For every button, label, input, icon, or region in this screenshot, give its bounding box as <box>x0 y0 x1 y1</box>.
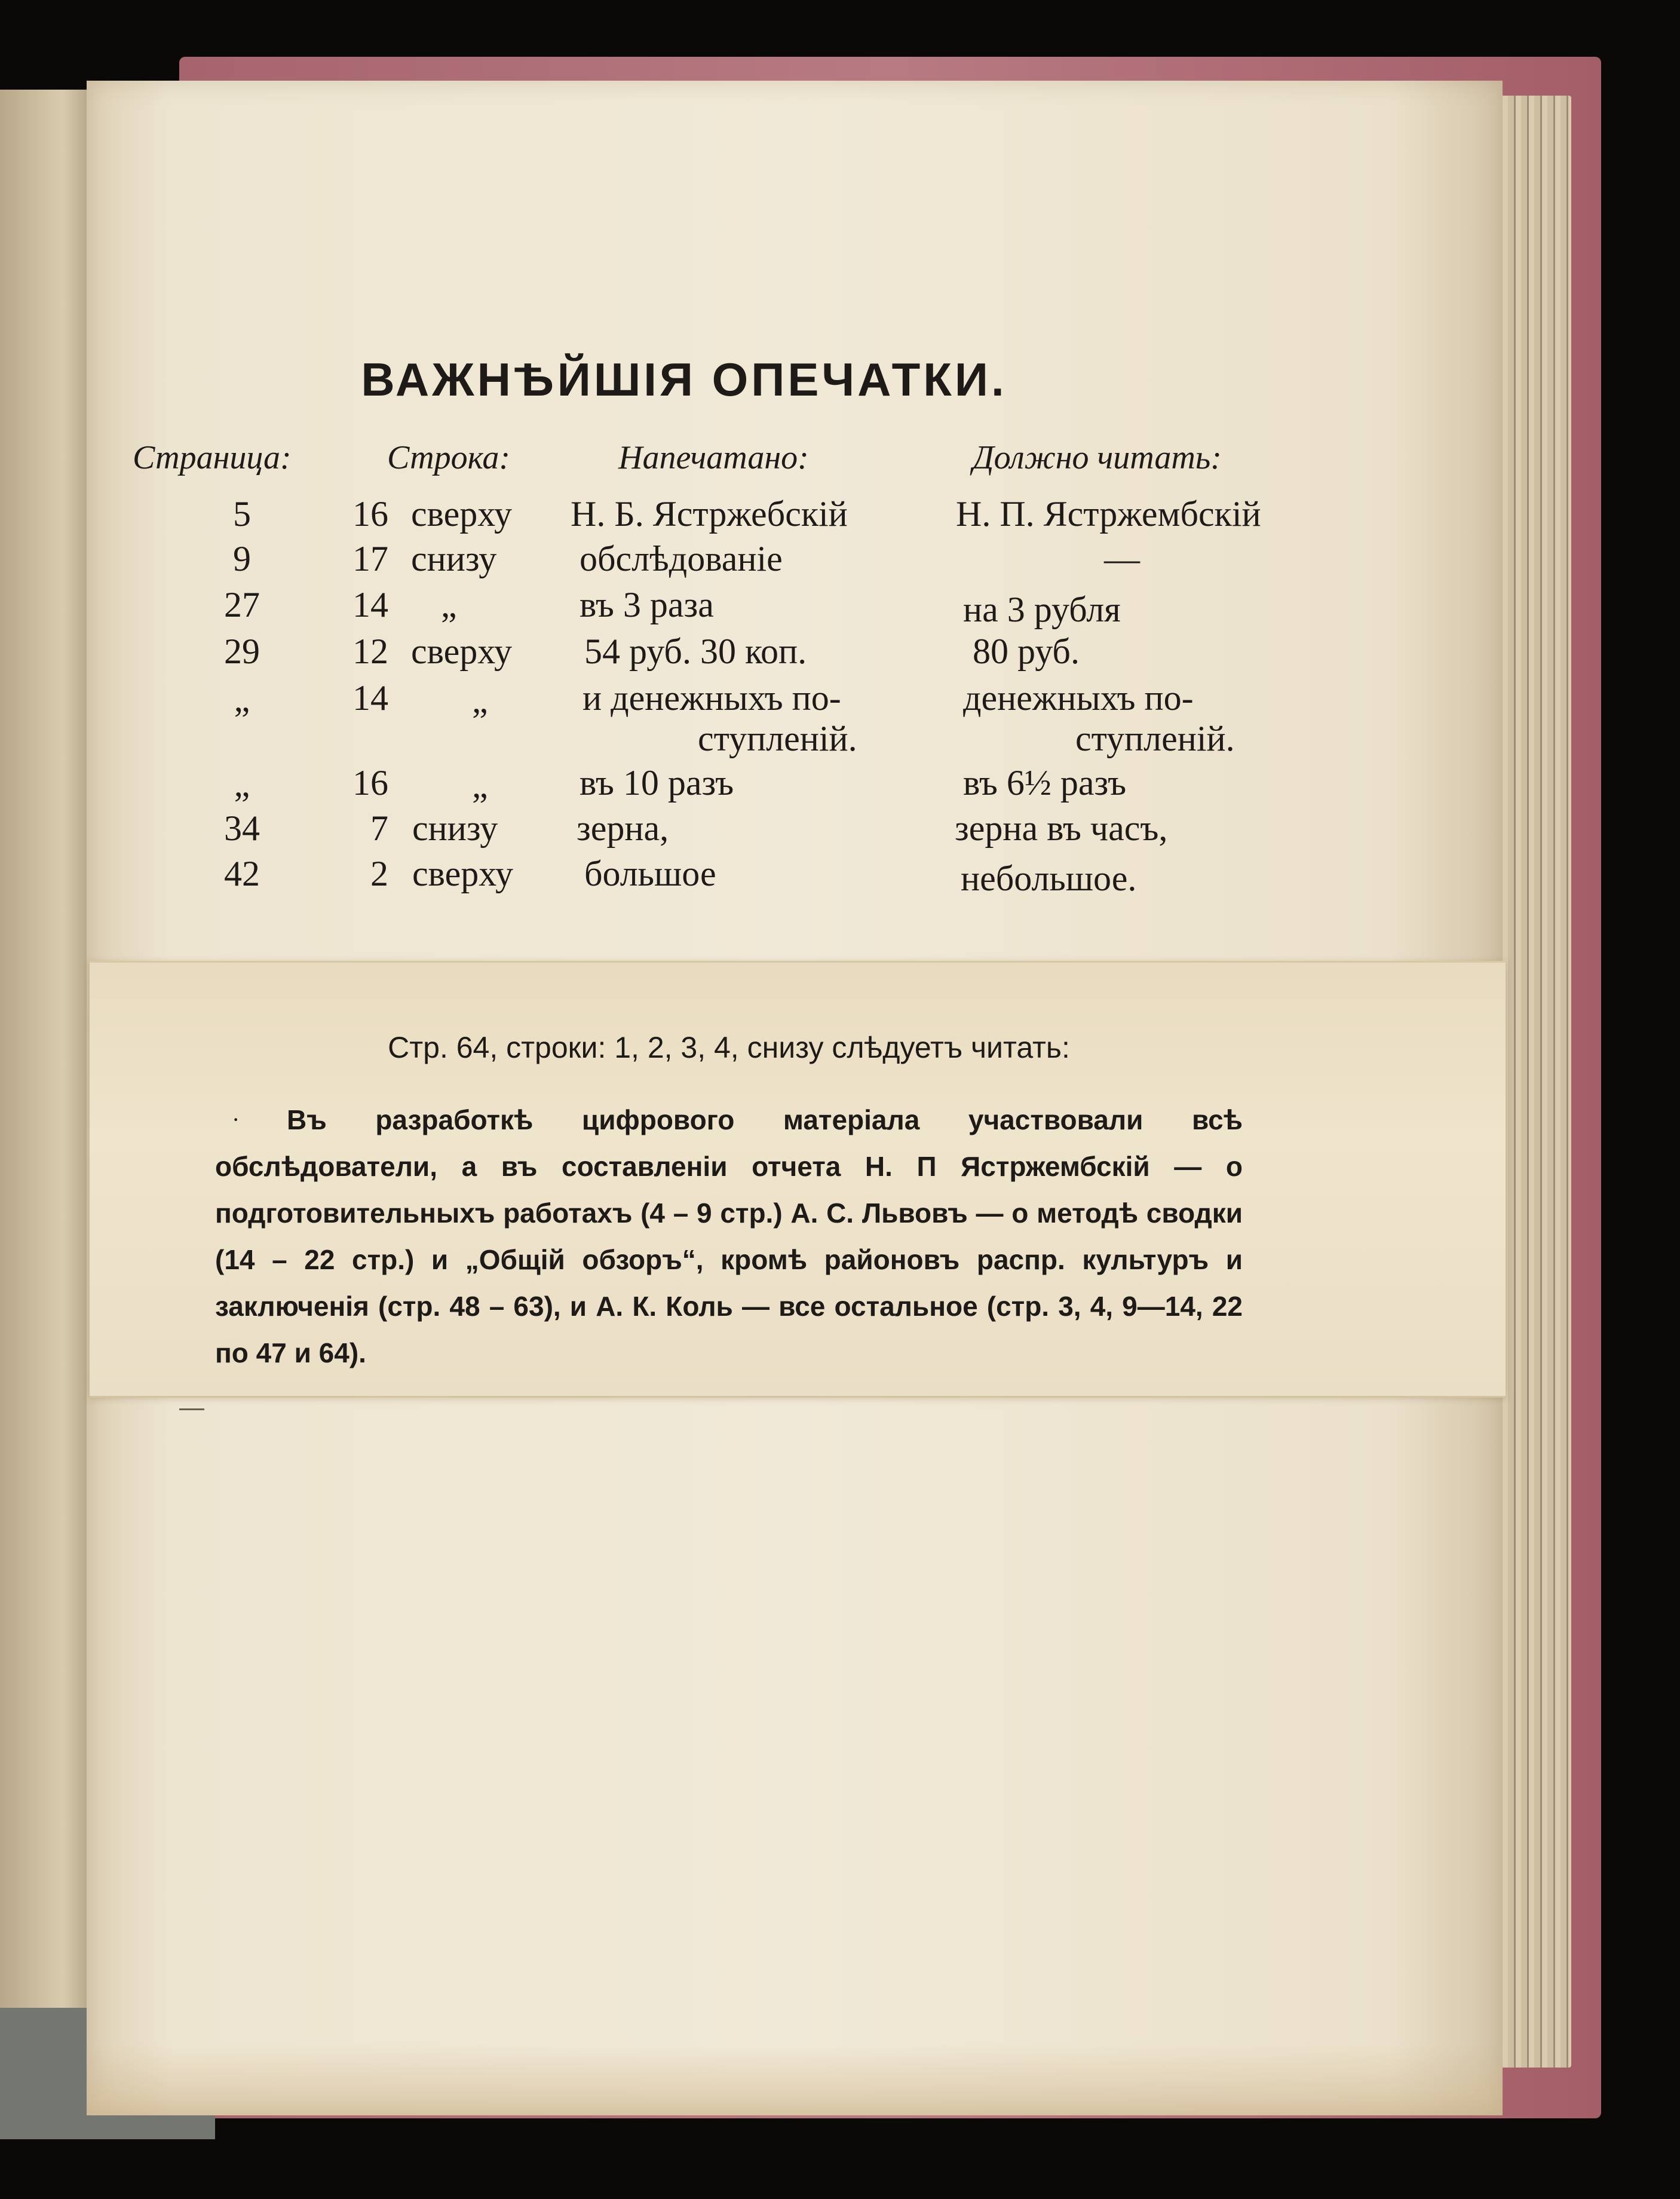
row-printed: обслѣдованіе <box>580 539 783 578</box>
row-correct: 80 руб. <box>973 632 1080 671</box>
row-printed-cont: ступленій. <box>698 719 857 758</box>
header-line: Строка: <box>387 439 511 476</box>
slip-bullet: · <box>232 1106 240 1133</box>
row-correct: Н. П. Ястржембскій <box>956 494 1261 534</box>
header-correct: Должно читать: <box>973 439 1222 476</box>
row-side: сверху <box>411 632 512 671</box>
row-correct: денежныхъ по- <box>963 678 1194 718</box>
row-correct: — <box>1104 539 1140 578</box>
row-page: 42 <box>224 854 260 893</box>
row-line: 14 <box>352 585 388 624</box>
row-page: 27 <box>224 585 260 624</box>
row-line: 16 <box>352 494 388 534</box>
row-printed: 54 руб. 30 коп. <box>584 632 807 671</box>
row-printed: и денежныхъ по- <box>583 678 841 718</box>
row-side: „ <box>472 681 488 720</box>
row-line: 2 <box>370 854 388 893</box>
row-correct: зерна въ часъ, <box>955 808 1168 848</box>
header-printed: Напечатано: <box>618 439 809 476</box>
row-line: 7 <box>370 808 388 848</box>
row-line: 12 <box>352 632 388 671</box>
row-page: „ <box>234 764 250 804</box>
row-line: 17 <box>352 539 388 578</box>
row-side: сверху <box>411 494 512 534</box>
row-correct: на 3 рубля <box>963 590 1121 629</box>
page-title: ВАЖНѢЙШІЯ ОПЕЧАТКИ. <box>361 353 1007 406</box>
header-page: Страница: <box>133 439 292 476</box>
row-side: „ <box>441 585 457 624</box>
row-correct: небольшое. <box>961 859 1137 898</box>
page-stain <box>87 2044 1503 2115</box>
row-printed: въ 3 раза <box>580 585 714 624</box>
errata-table <box>0 0 1680 932</box>
row-side: сверху <box>412 854 513 893</box>
row-page: 5 <box>233 494 251 534</box>
slip-title: Стр. 64, строки: 1, 2, 3, 4, снизу слѣдуетъ читать: <box>388 1031 1070 1064</box>
row-side: снизу <box>412 808 498 848</box>
row-printed: зерна, <box>577 808 669 848</box>
row-side: снизу <box>411 539 497 578</box>
row-page: 29 <box>224 632 260 671</box>
row-correct-cont: ступленій. <box>1075 719 1235 758</box>
row-page: 34 <box>224 808 260 848</box>
row-printed: большое <box>584 854 716 893</box>
row-printed: въ 10 разъ <box>580 763 734 803</box>
margin-dash <box>179 1408 204 1410</box>
row-page: 9 <box>233 539 251 578</box>
row-correct: въ 6½ разъ <box>963 763 1127 803</box>
row-page: „ <box>234 679 250 719</box>
slip-body: Въ разработкѣ цифрового матеріала участвовали всѣ обслѣдователи, а въ составленіи отчета Н. П Ястржембскій — о подготовительныхъ работахъ (4 – 9 стр.) А. С. Львовъ — о методѣ сводки (14 – 22 стр.) и „Общій обзоръ“, кромѣ районовъ распр. культуръ и заключенія (стр. 48 – 63), и А. К. Коль — все остальное (стр. 3, 4, 9—14, 22 по 47 и 64). <box>215 1104 1243 1368</box>
row-line: 16 <box>352 763 388 803</box>
row-printed: Н. Б. Ястржебскій <box>571 494 848 534</box>
row-side: „ <box>472 765 488 805</box>
row-line: 14 <box>352 678 388 718</box>
